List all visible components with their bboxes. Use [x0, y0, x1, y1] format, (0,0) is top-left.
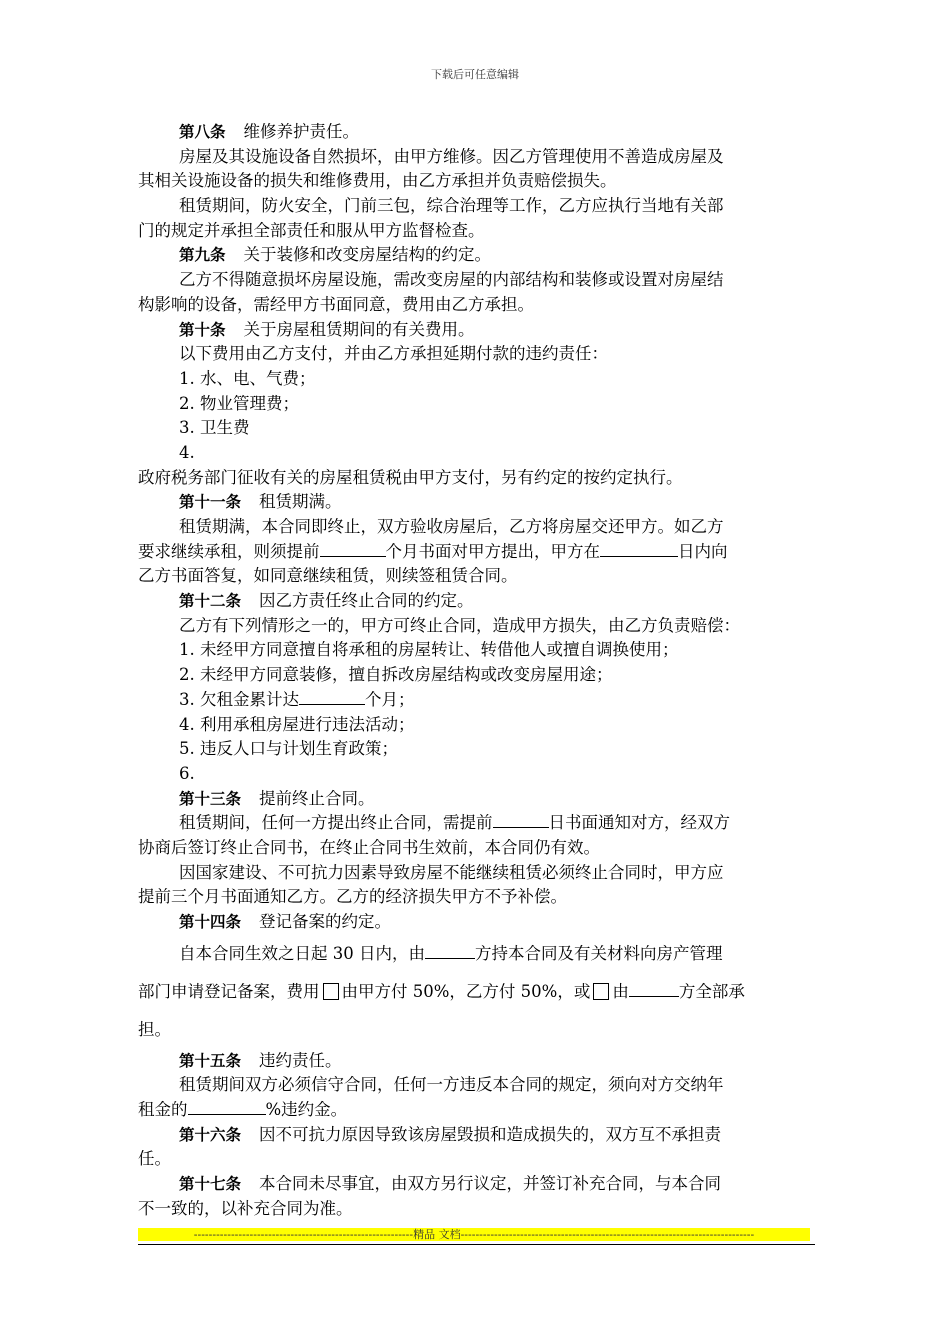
article-17-heading: [138, 1172, 818, 1197]
list-item: 1. 水、电、气费；: [179, 368, 316, 388]
paragraph-line: 协商后签订终止合同书，在终止合同书生效前，本合同仍有效。: [138, 837, 600, 857]
paragraph-line: 门的规定并承担全部责任和服从甲方监督检查。: [138, 220, 485, 240]
days-blank[interactable]: [493, 813, 549, 828]
article-13-heading: [138, 787, 818, 812]
paragraph-line: 房屋及其设施设备自然损坏，由甲方维修。因乙方管理使用不善造成房屋及: [179, 146, 724, 166]
party-blank[interactable]: [425, 944, 475, 959]
article-10-heading: [138, 318, 818, 343]
header-note: 下载后可任意编辑: [431, 68, 519, 81]
article-title: 因不可抗力原因导致该房屋毁损和造成损失的，双方互不承担责: [259, 1124, 722, 1144]
article-label: 第十三条: [179, 789, 242, 808]
article-label: 第十四条: [179, 913, 242, 931]
paragraph-line: 其相关设施设备的损失和维修费用，由乙方承担并负责赔偿损失。: [138, 171, 617, 191]
days-blank[interactable]: [600, 542, 678, 557]
paragraph-line: 要求继续承租，则须提前 个月书面对甲方提出，甲方在 日内向: [138, 541, 728, 561]
article-title: 违约责任。: [259, 1050, 342, 1070]
paragraph-line: 不一致的，以补充合同为准。: [138, 1198, 353, 1218]
months-blank[interactable]: [299, 690, 365, 705]
article-label: 第九条: [179, 246, 226, 265]
article-14-heading: [138, 910, 818, 935]
footer-rule: [138, 1244, 815, 1245]
article-11-heading: [138, 490, 818, 515]
paragraph-line: 租赁期满，本合同即终止，双方验收房屋后，乙方将房屋交还甲方。如乙方: [179, 517, 724, 536]
paragraph-line: 自本合同生效之日起 30 日内，由 方持本合同及有关材料向房产管理: [179, 943, 723, 963]
percent-blank[interactable]: [188, 1100, 266, 1115]
paragraph-line: 提前三个月书面通知乙方。乙方的经济损失甲方不予补偿。: [138, 887, 567, 907]
article-label: 第十六条: [179, 1125, 242, 1144]
paragraph-line: 乙方有下列情形之一的，甲方可终止合同，造成甲方损失，由乙方负责赔偿：: [179, 615, 740, 635]
paragraph-line: 以下费用由乙方支付，并由乙方承担延期付款的违约责任：: [179, 344, 608, 364]
party-blank[interactable]: [629, 982, 679, 997]
checkbox-full-fee[interactable]: [593, 983, 609, 1000]
article-label: 第八条: [179, 123, 226, 141]
paragraph-line: 任。: [138, 1149, 171, 1169]
paragraph-line: 租赁期间双方必须信守合同，任何一方违反本合同的规定，须向对方交纳年: [179, 1075, 724, 1095]
paragraph-line: 租赁期间，防火安全，门前三包，综合治理等工作，乙方应执行当地有关部: [179, 196, 724, 216]
footer-banner: -----------------------------------------------------------精品 文档-------------------------------------------------------------------------------: [138, 1228, 810, 1241]
list-item: 2. 物业管理费；: [179, 393, 299, 413]
article-8-heading: [138, 120, 818, 145]
article-label: 第十五条: [179, 1051, 242, 1070]
list-item: 1. 未经甲方同意擅自将承租的房屋转让、转借他人或擅自调换使用；: [179, 640, 679, 660]
article-title: 关于装修和改变房屋结构的约定。: [243, 245, 492, 265]
paragraph-line: 构影响的设备，需经甲方书面同意，费用由乙方承担。: [138, 294, 534, 314]
list-item: 3. 欠租金累计达 个月；: [179, 689, 415, 709]
paragraph-line: 因国家建设、不可抗力因素导致房屋不能继续租赁必须终止合同时，甲方应: [179, 862, 724, 882]
article-label: 第十二条: [179, 592, 242, 611]
article-label: 第十七条: [179, 1175, 242, 1194]
article-title: 提前终止合同。: [259, 788, 375, 808]
article-label: 第十条: [179, 320, 226, 339]
article-title: 本合同未尽事宜，由双方另行议定，并签订补充合同，与本合同: [259, 1174, 722, 1194]
article-title: 因乙方责任终止合同的约定。: [259, 591, 474, 611]
article-15-heading: [138, 1049, 818, 1074]
list-item: 4. 利用承租房屋进行违法活动；: [179, 714, 415, 734]
list-item: 6.: [179, 763, 195, 783]
article-9-heading: [138, 243, 818, 268]
months-blank[interactable]: [320, 542, 386, 557]
article-title: 关于房屋租赁期间的有关费用。: [243, 319, 475, 339]
list-item: 3. 卫生费: [179, 418, 250, 438]
paragraph-line: 部门申请登记备案，费用 由甲方付 50%，乙方付 50%，或 由 方全部承: [138, 981, 745, 1001]
article-12-heading: [138, 589, 818, 614]
paragraph-line: 乙方书面答复，如同意继续租赁，则续签租赁合同。: [138, 566, 518, 586]
article-title: 维修养护责任。: [243, 122, 360, 141]
paragraph-line: 租金的 %违约金。: [138, 1100, 348, 1120]
paragraph-line: 政府税务部门征收有关的房屋租赁税由甲方支付，另有约定的按约定执行。: [138, 467, 683, 487]
list-item: 5. 违反人口与计划生育政策；: [179, 739, 398, 759]
article-title: 登记备案的约定。: [259, 912, 392, 931]
article-title: 租赁期满。: [259, 492, 342, 512]
footer-text: 精品 文档: [413, 1228, 461, 1241]
list-item: 2. 未经甲方同意装修，擅自拆改房屋结构或改变房屋用途；: [179, 665, 613, 685]
article-label: 第十一条: [179, 493, 242, 512]
paragraph-line: 租赁期间，任何一方提出终止合同，需提前 日书面通知对方，经双方: [179, 813, 730, 833]
paragraph-line: 担。: [138, 1019, 171, 1039]
checkbox-split-fee[interactable]: [323, 983, 339, 1000]
article-16-heading: [138, 1123, 818, 1148]
list-item: 4.: [179, 442, 195, 462]
contract-body: [138, 120, 818, 1222]
paragraph-line: 乙方不得随意损坏房屋设施，需改变房屋的内部结构和装修或设置对房屋结: [179, 270, 724, 290]
